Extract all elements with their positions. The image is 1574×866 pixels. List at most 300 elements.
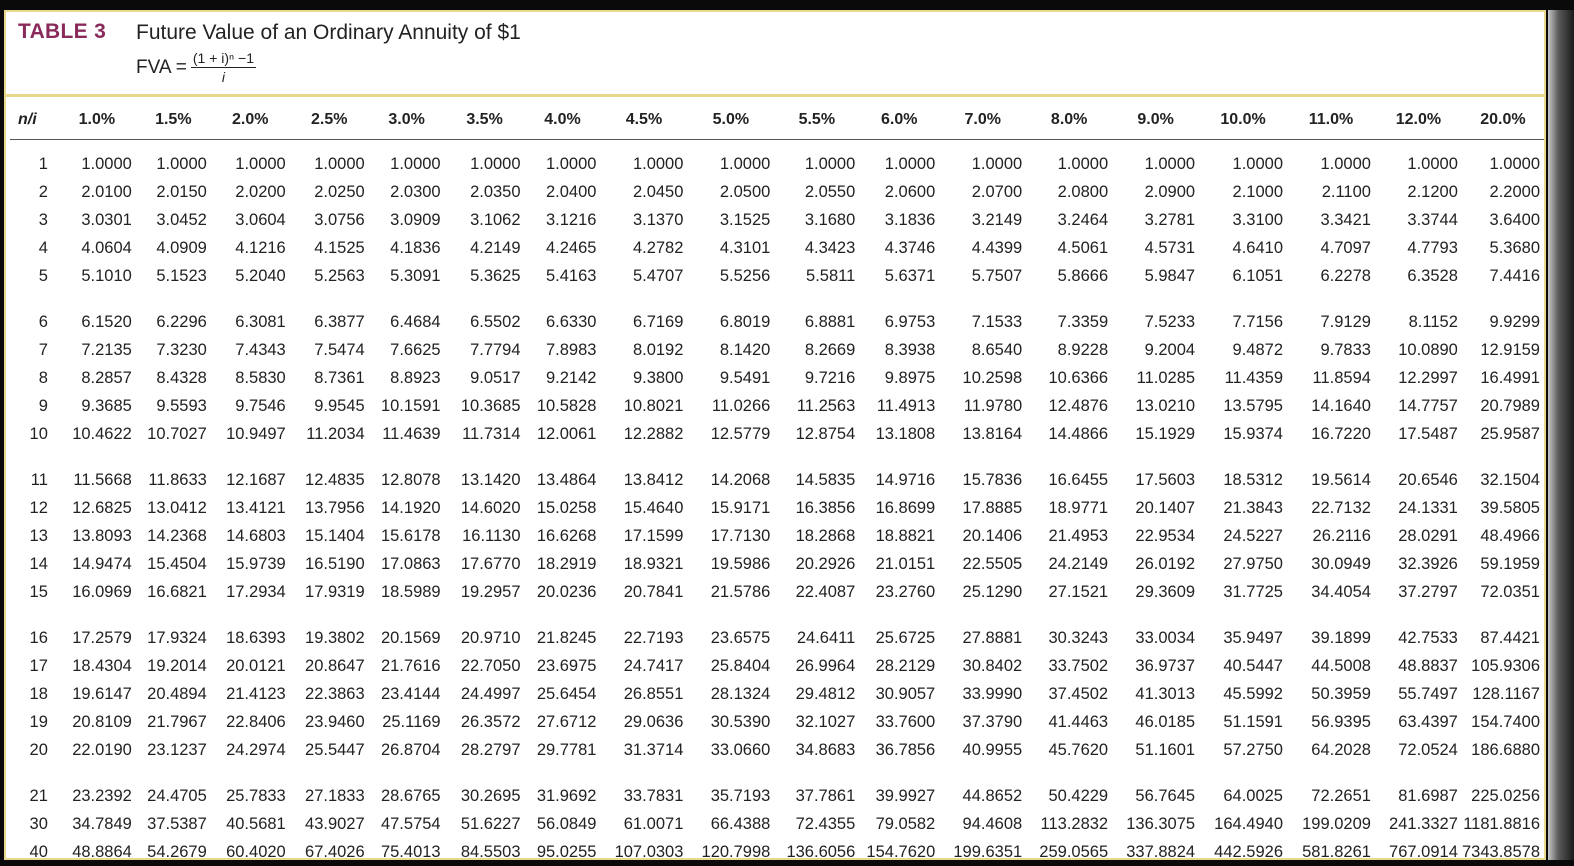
value-cell: 63.4397 [1398,712,1458,731]
period-cell: 1 [38,154,48,173]
value-cell: 22.3863 [305,684,365,703]
value-cell: 28.2129 [875,656,936,675]
period-cell: 10 [29,424,48,443]
value-cell: 14.9716 [875,470,936,489]
value-cell: 48.4966 [1480,526,1540,545]
value-cell: 11.5668 [73,470,132,489]
value-cell: 2.0550 [804,182,856,201]
value-cell: 33.7831 [623,786,684,805]
value-cell: 4.7097 [1320,238,1371,257]
value-cell: 9.7546 [235,396,286,415]
value-cell: 14.2368 [147,526,207,545]
value-cell: 13.1808 [875,424,936,443]
value-cell: 8.9228 [1057,340,1109,359]
value-cell: 10.1591 [380,396,441,415]
value-cell: 17.9324 [147,628,207,647]
value-cell: 19.6147 [72,684,132,703]
value-cell: 12.4876 [1048,396,1109,415]
value-cell: 22.5505 [962,554,1023,573]
value-cell: 44.5008 [1311,656,1371,675]
value-cell: 66.4388 [710,814,771,833]
value-cell: 16.8699 [875,498,936,517]
table-row [10,290,1544,336]
value-cell: 24.4705 [147,786,207,805]
value-cell: 48.8837 [1398,656,1458,675]
value-cell: 16.3856 [795,498,856,517]
value-cell: 21.8245 [536,628,597,647]
value-cell: 37.3790 [962,712,1023,731]
value-cell: 20.8109 [72,712,132,731]
value-cell: 11.4639 [382,424,441,443]
value-cell: 14.1920 [380,498,441,517]
rate-header: 10.0% [1199,100,1287,140]
value-cell: 41.4463 [1048,712,1109,731]
value-cell: 16.6821 [147,582,207,601]
value-cell: 3.6400 [1489,210,1540,229]
value-cell: 20.9710 [460,628,521,647]
value-cell: 2.0450 [632,182,684,201]
period-cell: 9 [38,396,48,415]
value-cell: 20.1407 [1135,498,1196,517]
value-cell: 20.1406 [962,526,1023,545]
value-cell: 4.5731 [1144,238,1196,257]
value-cell: 14.2068 [710,470,771,489]
value-cell: 154.7620 [866,842,936,861]
value-cell: 10.9497 [226,424,286,443]
value-cell: 1.0000 [156,154,207,173]
value-cell: 8.2857 [81,368,132,387]
value-cell: 5.5256 [719,266,771,285]
value-cell: 3.2149 [971,210,1023,229]
value-cell: 5.9847 [1144,266,1196,285]
value-cell: 55.7497 [1398,684,1458,703]
value-cell: 28.6765 [380,786,441,805]
value-cell: 17.5487 [1398,424,1458,443]
value-cell: 5.3625 [470,266,521,285]
value-cell: 2.0300 [390,182,441,201]
value-cell: 87.4421 [1480,628,1540,647]
value-cell: 33.9990 [962,684,1023,703]
value-cell: 1.0000 [314,154,365,173]
value-cell: 13.0210 [1135,396,1196,415]
formula-numerator: (1 + i)ⁿ −1 [192,50,255,66]
value-cell: 12.8078 [380,470,441,489]
value-cell: 64.0025 [1223,786,1283,805]
rate-header: 1.0% [58,100,136,140]
value-cell: 20.0236 [536,582,597,601]
value-cell: 25.7833 [226,786,286,805]
value-cell: 32.1027 [795,712,856,731]
value-cell: 13.8093 [72,526,132,545]
value-cell: 22.4087 [795,582,856,601]
table-row [10,708,1544,736]
value-cell: 3.1370 [632,210,684,229]
value-cell: 6.3081 [235,312,286,331]
value-cell: 36.9737 [1135,656,1196,675]
value-cell: 33.7502 [1048,656,1109,675]
value-cell: 34.8683 [795,740,856,759]
value-cell: 25.8404 [710,656,771,675]
value-cell: 120.7998 [701,842,771,861]
value-cell: 9.7833 [1320,340,1371,359]
value-cell: 29.4812 [795,684,856,703]
value-cell: 3.1680 [804,210,856,229]
period-cell: 2 [38,182,48,201]
value-cell: 6.7169 [632,312,684,331]
value-cell: 24.7417 [623,656,684,675]
value-cell: 4.3746 [884,238,936,257]
value-cell: 84.5503 [460,842,521,861]
value-cell: 26.3572 [460,712,521,731]
value-cell: 7.3230 [156,340,207,359]
value-cell: 40.5447 [1223,656,1283,675]
period-cell: 13 [29,526,48,545]
period-cell: 18 [29,684,48,703]
value-cell: 17.8885 [962,498,1023,517]
period-cell: 3 [38,210,48,229]
rate-header: 20.0% [1462,100,1544,140]
value-cell: 33.7600 [875,712,936,731]
value-cell: 3.2464 [1057,210,1109,229]
value-cell: 9.0517 [470,368,521,387]
value-cell: 3.1836 [884,210,936,229]
value-cell: 12.6825 [72,498,132,517]
value-cell: 107.0303 [614,842,684,861]
value-cell: 29.0636 [623,712,684,731]
value-cell: 21.4123 [226,684,286,703]
table-row [10,364,1544,392]
table-row [10,140,1544,179]
value-cell: 199.6351 [953,842,1023,861]
value-cell: 24.1331 [1398,498,1458,517]
value-cell: 20.7841 [623,582,684,601]
value-cell: 23.2392 [72,786,132,805]
value-cell: 34.4054 [1311,582,1371,601]
value-cell: 61.0071 [623,814,684,833]
value-cell: 39.1899 [1311,628,1371,647]
period-cell: 30 [29,814,48,833]
value-cell: 8.5830 [235,368,286,387]
value-cell: 28.2797 [460,740,521,759]
value-cell: 17.6770 [460,554,521,573]
value-cell: 31.7725 [1223,582,1283,601]
value-cell: 33.0660 [710,740,771,759]
value-cell: 1.0000 [971,154,1023,173]
value-cell: 7.6625 [390,340,441,359]
value-cell: 3.1062 [470,210,521,229]
value-cell: 18.2919 [536,554,597,573]
value-cell: 31.9692 [536,786,597,805]
value-cell: 154.7400 [1471,712,1540,731]
value-cell: 3.1525 [719,210,771,229]
period-cell: 15 [29,582,48,601]
value-cell: 7343.8578 [1462,842,1540,861]
period-cell: 16 [29,628,48,647]
value-cell: 8.0192 [632,340,684,359]
value-cell: 16.7220 [1311,424,1371,443]
value-cell: 18.8821 [875,526,936,545]
value-cell: 35.9497 [1223,628,1283,647]
value-cell: 16.5190 [305,554,365,573]
rate-header: 11.0% [1287,100,1375,140]
value-cell: 7.9129 [1320,312,1371,331]
value-cell: 6.9753 [884,312,936,331]
value-cell: 8.8923 [390,368,441,387]
value-cell: 13.5795 [1223,396,1283,415]
value-cell: 7.5474 [314,340,365,359]
value-cell: 46.0185 [1135,712,1196,731]
value-cell: 6.6330 [546,312,597,331]
value-cell: 30.0949 [1311,554,1371,573]
value-cell: 7.8983 [546,340,597,359]
table-row [10,680,1544,708]
value-cell: 25.1290 [962,582,1023,601]
value-cell: 6.3528 [1407,266,1458,285]
value-cell: 442.5926 [1214,842,1283,861]
value-cell: 42.7533 [1398,628,1458,647]
value-cell: 2.2000 [1489,182,1540,201]
value-cell: 5.4707 [632,266,684,285]
value-cell: 3.0909 [390,210,441,229]
value-cell: 1.0000 [235,154,286,173]
period-cell: 20 [29,740,48,759]
value-cell: 36.7856 [875,740,936,759]
value-cell: 12.4835 [305,470,365,489]
value-cell: 22.8406 [226,712,286,731]
value-cell: 6.2278 [1320,266,1371,285]
value-cell: 25.6454 [536,684,597,703]
rate-header: 7.0% [939,100,1026,140]
value-cell: 28.1324 [710,684,771,703]
value-cell: 1.0000 [1057,154,1109,173]
value-cell: 22.7050 [460,656,521,675]
table-label: TABLE 3 [18,20,107,43]
value-cell: 199.0209 [1302,814,1371,833]
value-cell: 29.3609 [1135,582,1196,601]
value-cell: 22.9534 [1135,526,1196,545]
value-cell: 23.2760 [875,582,936,601]
value-cell: 18.4304 [72,656,132,675]
table-row [10,838,1544,866]
value-cell: 33.0034 [1135,628,1196,647]
value-cell: 57.2750 [1223,740,1283,759]
value-cell: 21.7616 [380,656,441,675]
value-cell: 19.2957 [460,582,521,601]
table-row [10,262,1544,290]
period-cell: 14 [29,554,48,573]
value-cell: 14.7757 [1398,396,1458,415]
value-cell: 24.2149 [1048,554,1109,573]
value-cell: 11.0266 [711,396,771,415]
value-cell: 39.9927 [875,786,936,805]
value-cell: 10.8021 [623,396,684,415]
formula-denominator: i [221,69,225,85]
value-cell: 37.7861 [795,786,856,805]
value-cell: 5.4163 [546,266,597,285]
value-cell: 9.3685 [81,396,132,415]
value-cell: 95.0255 [536,842,597,861]
value-cell: 4.7793 [1407,238,1458,257]
rate-header: 9.0% [1112,100,1199,140]
value-cell: 37.5387 [147,814,207,833]
value-cell: 10.2598 [962,368,1023,387]
value-cell: 18.5312 [1223,470,1283,489]
value-cell: 4.2782 [632,238,684,257]
value-cell: 5.7507 [971,266,1023,285]
value-cell: 3.3421 [1320,210,1371,229]
value-cell: 48.8864 [72,842,132,861]
value-cell: 9.4872 [1232,340,1283,359]
value-cell: 10.4622 [72,424,132,443]
value-cell: 17.2579 [72,628,132,647]
value-cell: 2.0500 [719,182,771,201]
value-cell: 21.5786 [710,582,771,601]
table-row [10,606,1544,652]
period-cell: 6 [38,312,48,331]
header-divider [6,94,1544,97]
value-cell: 54.2679 [147,842,207,861]
value-cell: 186.6880 [1471,740,1540,759]
formula [136,50,256,85]
value-cell: 26.2116 [1312,526,1371,545]
table-row [10,522,1544,550]
value-cell: 17.1599 [623,526,684,545]
value-cell: 8.1152 [1408,312,1458,331]
value-cell: 581.8261 [1302,842,1371,861]
rate-header: 8.0% [1026,100,1112,140]
period-cell: 7 [38,340,48,359]
value-cell: 1.0000 [632,154,684,173]
value-cell: 19.5986 [710,554,771,573]
value-cell: 72.0524 [1398,740,1458,759]
value-cell: 4.1216 [235,238,286,257]
value-cell: 2.1100 [1321,182,1371,201]
value-cell: 16.1130 [462,526,521,545]
value-cell: 3.0301 [81,210,132,229]
value-cell: 136.6056 [786,842,856,861]
rate-header: 1.5% [136,100,211,140]
value-cell: 21.4953 [1048,526,1109,545]
value-cell: 11.0285 [1136,368,1196,387]
value-cell: 5.2040 [235,266,286,285]
value-cell: 2.1000 [1232,182,1283,201]
value-cell: 19.2014 [147,656,207,675]
value-cell: 13.1420 [460,470,521,489]
rate-header: 2.5% [290,100,369,140]
value-cell: 4.2465 [546,238,597,257]
table-row [10,810,1544,838]
value-cell: 30.3243 [1048,628,1109,647]
value-cell: 24.5227 [1223,526,1283,545]
value-cell: 7.4343 [235,340,286,359]
value-cell: 27.6712 [536,712,597,731]
value-cell: 4.5061 [1057,238,1109,257]
value-cell: 3.1216 [546,210,597,229]
period-cell: 17 [29,656,48,675]
value-cell: 1.0000 [1407,154,1458,173]
value-cell: 23.6975 [536,656,597,675]
formula-fraction [191,50,256,85]
value-cell: 2.0800 [1057,182,1109,201]
table-row [10,420,1544,448]
value-cell: 59.1959 [1480,554,1540,573]
value-cell: 14.4866 [1048,424,1109,443]
value-cell: 1181.8816 [1463,814,1540,833]
period-cell: 40 [29,842,48,861]
value-cell: 15.1404 [305,526,365,545]
value-cell: 43.9027 [305,814,365,833]
value-cell: 17.5603 [1135,470,1196,489]
value-cell: 9.9545 [314,396,365,415]
value-cell: 2.0250 [314,182,365,201]
value-cell: 72.4355 [795,814,856,833]
value-cell: 9.5593 [156,396,207,415]
value-cell: 7.5233 [1144,312,1196,331]
value-cell: 26.8551 [623,684,684,703]
value-cell: 4.1525 [314,238,365,257]
page-edge-shadow [1548,10,1574,860]
value-cell: 18.9321 [623,554,684,573]
value-cell: 4.4399 [971,238,1023,257]
table-row [10,764,1544,810]
value-cell: 26.0192 [1135,554,1196,573]
value-cell: 45.5992 [1223,684,1283,703]
value-cell: 1.0000 [470,154,521,173]
value-cell: 4.0909 [156,238,207,257]
value-cell: 2.0900 [1144,182,1196,201]
value-cell: 5.1523 [156,266,207,285]
value-cell: 11.4359 [1224,368,1283,387]
value-cell: 5.1010 [81,266,132,285]
value-cell: 7.2135 [81,340,132,359]
value-cell: 8.7361 [314,368,365,387]
value-cell: 12.9159 [1480,340,1540,359]
value-cell: 41.3013 [1135,684,1196,703]
rate-header: 3.0% [369,100,445,140]
table-header [18,16,1518,94]
value-cell: 2.0700 [971,182,1023,201]
value-cell: 105.9306 [1471,656,1540,675]
value-cell: 1.0000 [1232,154,1283,173]
value-cell: 72.0351 [1480,582,1540,601]
value-cell: 10.7027 [147,424,207,443]
rate-header: 4.0% [525,100,601,140]
value-cell: 15.4504 [147,554,207,573]
value-cell: 15.9171 [710,498,771,517]
value-cell: 2.0200 [235,182,286,201]
value-cell: 8.4328 [156,368,207,387]
value-cell: 51.1591 [1223,712,1283,731]
table-row [10,494,1544,522]
value-cell: 22.7193 [623,628,684,647]
value-cell: 3.2781 [1144,210,1196,229]
value-cell: 3.0604 [235,210,286,229]
value-cell: 20.0121 [226,656,286,675]
value-cell: 21.3843 [1223,498,1283,517]
value-cell: 259.0565 [1039,842,1109,861]
value-cell: 37.2797 [1398,582,1458,601]
value-cell: 12.2882 [623,424,684,443]
table-row [10,652,1544,680]
value-cell: 113.2832 [1040,814,1109,833]
value-cell: 27.1833 [305,786,365,805]
value-cell: 5.5811 [806,266,856,285]
value-cell: 4.2149 [470,238,521,257]
value-cell: 9.5491 [719,368,771,387]
value-cell: 13.8412 [623,470,684,489]
value-cell: 17.9319 [305,582,365,601]
value-cell: 14.1640 [1311,396,1371,415]
